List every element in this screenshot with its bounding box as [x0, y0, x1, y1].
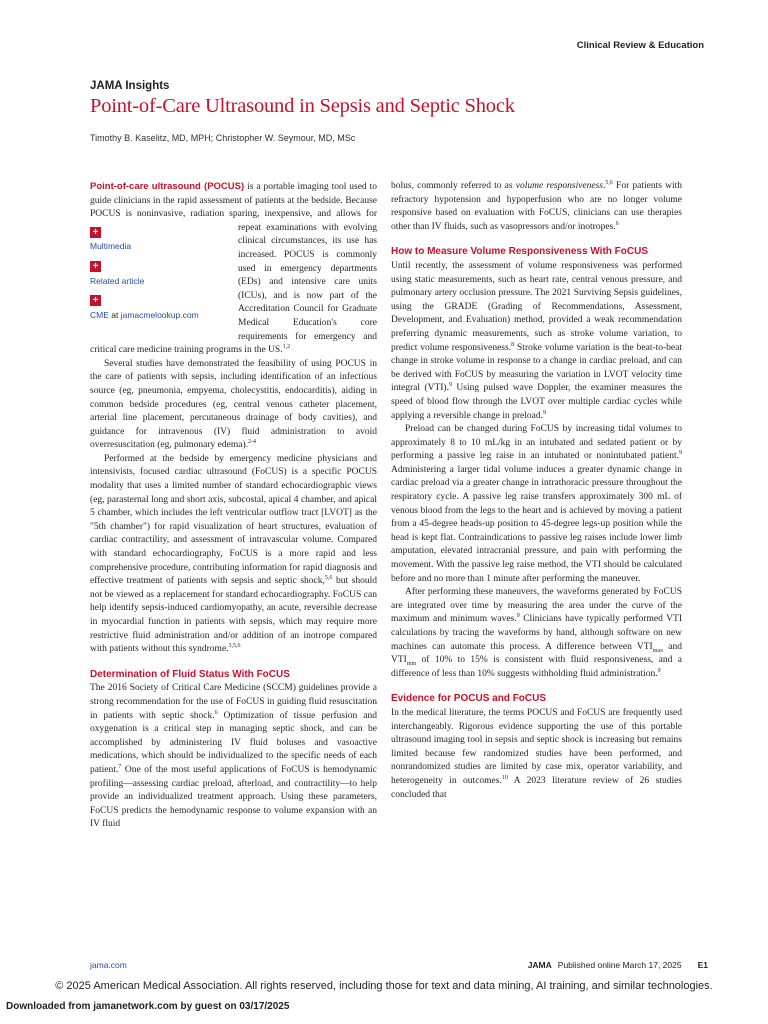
right-column: [391, 180, 682, 802]
cme-site[interactable]: jamacmelookup.com: [120, 309, 199, 320]
download-notice: Downloaded from jamanetwork.com by guest on 03/17/2025: [6, 1001, 290, 1012]
text: Until recently, the assessment of volume responsiveness was performed using static measurements, such as heart rate, central venous pressure, and pulmonary artery occlusion pressure. The 2021 Surviving Sepsis guidelines, using the GRADE (Grading of Recommendations, Assessment, Development, and Evaluation) method, provided a weak recommendation preferring dynamic measurements, such as stroke volume variation, to predict volume responsiveness.: [391, 260, 682, 353]
ref: 8: [511, 341, 515, 348]
multimedia-label[interactable]: Multimedia: [90, 241, 132, 252]
subscript: max: [652, 647, 664, 654]
section-heading: Determination of Fluid Status With FoCUS: [90, 668, 290, 680]
authors: Timothy B. Kaselitz, MD, MPH; Christopher W. Seymour, MD, MSc: [90, 133, 356, 143]
ref: 6: [615, 220, 619, 227]
section-label: Clinical Review & Education: [576, 40, 704, 51]
text: Administering a larger tidal volume induces a greater dynamic change in cardiac preload via a greater change in intrathoracic pressure throughout the respiratory cycle. A passive leg raise transfers approximately 300 mL of venous blood from the legs to the heart and is achieved by moving a patient from a 45-degree heads-up position to 45-degree legs-up position while the head is kept flat. Contraindications to passive leg raises include lower limb amputation, elevated intracranial pressure, and pain with performing the movement. With the passive leg raise method, the VTI should be calculated before and no more than 1 minute after performing the maneuver.: [391, 464, 682, 584]
left-column-main: [90, 180, 377, 832]
cme-at: at: [108, 309, 121, 320]
text: In the medical literature, the terms POCUS and FoCUS are frequently used interchangeably. Rigorous evidence supporting the use of this portable ultrasound imaging tool in sepsis and septic shock is increasing but remains limited because few randomized studies have been performed, and nonrandomized studies are limited by case mix, operator variability, and heterogeneity in outcomes.: [391, 707, 682, 786]
text: After performing these maneuvers, the waveforms generated by FoCUS are integrated over time by measuring the area under the curve of the maximum and minimum waves.: [391, 587, 682, 625]
paragraph: [391, 180, 682, 234]
text: For patients with refractory hypotension and hypoperfusion who are no longer volume responsive based on evaluation with FoCUS, clinicians can use therapies other than IV fluids, such as vasopressors and/or inotropes.: [391, 181, 682, 232]
cme-link[interactable]: [90, 294, 230, 322]
plus-icon: +: [90, 295, 101, 306]
cme-text[interactable]: CME: [90, 309, 109, 320]
page-number: E1: [697, 960, 708, 970]
related-article-label[interactable]: Related article: [90, 275, 145, 286]
related-article-link[interactable]: [90, 260, 230, 288]
intro-text-start: is a portable imaging tool used to guide clinicians in the rapid assessment of patients at the bedside. Because POCUS is noninvasive, radiation sparing, inexpensive, and allows for repeat examinations with evolving: [90, 182, 377, 233]
text: A 2023 literature review of 26 studies concluded that: [391, 775, 682, 800]
paragraph: [90, 682, 377, 832]
series-label: JAMA Insights: [90, 80, 170, 92]
emphasis: volume responsiveness: [515, 181, 603, 191]
subscript: min: [406, 661, 417, 668]
footer-publication-info: [528, 960, 708, 970]
ref: 9: [516, 613, 520, 620]
section-heading: How to Measure Volume Responsiveness With FoCUS: [391, 246, 648, 258]
ref: 9: [542, 409, 546, 416]
copyright-notice: © 2025 American Medical Association. All rights reserved, including those for text and data mining, AI training, and similar technologies.: [55, 980, 713, 992]
text: Performed at the bedside by emergency medicine physicians and intensivists, focused cardiac ultrasound (FoCUS) is a specific POCUS modality that uses a limited number of standard echocardiographic views (eg, parasternal long and short axis, subcostal, apical 4 chamber, and apical 5 chamber, which includes the left ventricular outflow tract [LVOT] as the "5th chamber") for rapid visualization of heart structures, evaluation of cardiac contractility, and assessment of intravascular volume. Compared with standard echocardiography, FoCUS is a more rapid and less comprehensive procedure, contributing information for rapid diagnosis and effective treatment of patients with sepsis and septic shock,: [90, 453, 377, 587]
text: Optimization of tissue perfusion and oxygenation is a critical step in managing septic shock, and can be accomplished by administering IV fluid boluses and vasoactive medications, which should be individualized to the specific needs of each patient.: [90, 710, 377, 775]
ref: 7: [118, 763, 122, 770]
plus-icon: +: [90, 261, 101, 272]
text: One of the most useful applications of FoCUS is hemodynamic profiling—assessing cardiac preload, afterload, and contractility—to help provide an individualized treatment approach. Using these parameters, FoCUS predicts the hemodynamic response to volume expansion with an IV fluid: [90, 764, 377, 830]
text: and VTI: [391, 641, 682, 666]
paragraph: [391, 260, 682, 423]
text: Clinicians have typically performed VTI calculations by tracing the waveforms by hand, although software on new machines can automate this process. A difference between VTI: [391, 614, 682, 652]
paragraph: [90, 358, 377, 453]
multimedia-link[interactable]: [90, 226, 230, 254]
ref: 9: [679, 450, 682, 457]
intro-paragraph: [90, 180, 377, 358]
intro-text-end: clinical circumstances, its use has increased. POCUS is commonly used in emergency departments (EDs) and intensive care units (ICUs), and is now part of the Accreditation Council for Graduate Medical Education's core requirements for emergency and critical care medicine training programs in the US.: [90, 236, 377, 356]
ref: 3,5,6: [228, 643, 241, 650]
text: but should not be viewed as a replacement for standard echocardiography. FoCUS can help identify sepsis-induced cardiomyopathy, an acute, reversible decrease in myocardial function in patients with sepsis, which may require more restrictive fluid administration and/or addition of an inotrope compared with patients without this syndrome.: [90, 576, 377, 655]
paragraph: [90, 453, 377, 657]
ref: 6: [214, 709, 218, 716]
footer-site-link[interactable]: jama.com: [90, 960, 127, 970]
ref: 9: [657, 667, 661, 674]
text: bolus, commonly referred to as: [391, 181, 516, 191]
footer-published: Published online March 17, 2025: [557, 960, 682, 970]
text: Stroke volume variation is the beat-to-beat change in stroke volume in response to a change in cardiac preload, and can be derived with FoCUS by measuring the variation in LVOT velocity time integral (VTI).: [391, 342, 682, 394]
article-title: Point-of-Care Ultrasound in Sepsis and Septic Shock: [90, 95, 515, 117]
text: Several studies have demonstrated the feasibility of using POCUS in the care of patients with sepsis, including identification of an infectious source (eg, pneumonia, empyema, cholecystitis, endocarditis), aiding in common bedside procedures (eg, central venous catheter placement, arterial line placement, percutaneous drainage of body cavities), and guidance for intravenous (IV) fluid administration to avoid overresuscitation (eg, pulmonary edema).: [90, 358, 377, 451]
ref: 2-4: [248, 439, 257, 446]
text: Using pulsed wave Doppler, the examiner measures the speed of blood flow through the LVOT over multiple cardiac cycles while applying a reversible change in preload.: [391, 383, 682, 421]
plus-icon: +: [90, 227, 101, 238]
lead-term: Point-of-care ultrasound (POCUS): [90, 181, 245, 192]
footer-journal: JAMA: [527, 960, 552, 970]
paragraph: [391, 586, 682, 681]
text: The 2016 Society of Critical Care Medicine (SCCM) guidelines provide a strong recommendation for the use of FoCUS in guiding fluid resuscitation in patients with septic shock.: [90, 683, 377, 721]
ref: 5,6: [324, 575, 333, 582]
ref: 5,6: [605, 179, 613, 186]
paragraph: [391, 423, 682, 586]
paragraph: [391, 707, 682, 802]
section-heading: Evidence for POCUS and FoCUS: [391, 693, 547, 705]
text: .: [603, 181, 606, 191]
text: Preload can be changed during FoCUS by increasing tidal volumes to approximately 8 to 10 mL/kg in an intubated and sedated patient or by performing a passive leg raise in an intubated or nonintubated patient.: [391, 424, 682, 462]
related-links-box: [90, 226, 230, 342]
cme-label[interactable]: [90, 309, 230, 323]
ref: 9: [448, 382, 452, 389]
ref: 1,2: [282, 343, 291, 350]
ref: 10: [501, 774, 508, 781]
text: of 10% to 15% is consistent with fluid responsiveness, and a difference of less than 10% suggests withholding fluid administration.: [391, 655, 682, 679]
